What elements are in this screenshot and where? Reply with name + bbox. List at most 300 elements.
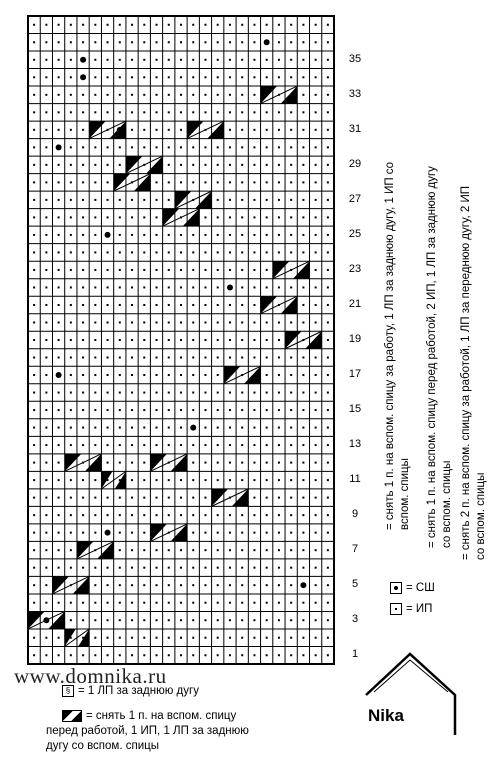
purl-dot [327,514,329,516]
purl-dot [131,199,133,201]
purl-dot [119,199,121,201]
purl-dot [241,584,243,586]
purl-dot [229,357,231,359]
purl-dot [266,532,268,534]
purl-dot [58,234,60,236]
purl-dot [143,444,145,446]
purl-dot [192,374,194,376]
purl-dot [327,392,329,394]
purl-dot [58,164,60,166]
purl-dot [94,234,96,236]
purl-dot [180,567,182,569]
purl-dot [204,497,206,499]
purl-dot [266,321,268,323]
cable-cross-dark [109,121,126,139]
legend-cross-bottom-1: = снять 1 п. на вспом. спицу [62,710,236,722]
purl-dot [302,181,304,183]
purl-dot [204,251,206,253]
purl-dot [33,286,35,288]
purl-dot [253,497,255,499]
purl-dot [82,479,84,481]
purl-dot [290,427,292,429]
purl-dot [290,181,292,183]
purl-dot [229,164,231,166]
purl-dot [327,637,329,639]
purl-dot [241,111,243,113]
purl-dot [241,321,243,323]
purl-dot [315,216,317,218]
purl-dot [217,549,219,551]
purl-dot [217,619,219,621]
purl-dot [315,357,317,359]
purl-dot [204,76,206,78]
purl-dot [143,374,145,376]
purl-dot [302,497,304,499]
purl-dot [58,59,60,61]
purl-dot [229,462,231,464]
purl-dot [241,444,243,446]
purl-dot [229,94,231,96]
purl-dot [168,514,170,516]
purl-dot [70,619,72,621]
purl-dot [45,357,47,359]
purl-dot [217,41,219,43]
purl-dot [315,549,317,551]
purl-dot [107,567,109,569]
legend-cross-1-line-b: вспом. спицы [399,458,411,530]
row-number: 21 [348,297,362,310]
purl-dot [143,357,145,359]
purl-dot [58,357,60,359]
cable-cross-dark [146,156,163,174]
purl-dot [253,339,255,341]
purl-dot [278,181,280,183]
purl-dot [82,216,84,218]
purl-dot [70,602,72,604]
purl-dot [327,444,329,446]
purl-dot [143,304,145,306]
purl-dot [302,234,304,236]
purl-dot [168,199,170,201]
purl-dot [204,567,206,569]
purl-dot [315,59,317,61]
purl-dot [241,216,243,218]
purl-dot [107,392,109,394]
purl-dot [217,251,219,253]
purl-dot [290,357,292,359]
purl-dot [143,619,145,621]
purl-dot [204,409,206,411]
purl-dot [94,269,96,271]
purl-dot [229,234,231,236]
brand-name: Nika [368,706,404,725]
purl-dot [143,409,145,411]
purl-dot [204,479,206,481]
purl-dot [119,462,121,464]
purl-dot [180,497,182,499]
purl-dot [70,321,72,323]
watermark: www.domnika.ru [14,664,167,688]
purl-dot [302,549,304,551]
purl-dot [278,532,280,534]
purl-dot [302,94,304,96]
purl-dot [278,76,280,78]
purl-dot [143,199,145,201]
purl-dot [241,392,243,394]
purl-dot [58,637,60,639]
purl-dot [70,479,72,481]
purl-dot [82,129,84,131]
purl-dot [45,234,47,236]
purl-dot [204,374,206,376]
purl-dot [94,567,96,569]
purl-dot [253,269,255,271]
row-number: 19 [348,333,362,345]
purl-dot [70,497,72,499]
purl-dot [253,392,255,394]
purl-dot [266,567,268,569]
cable-cross-dark [244,366,261,384]
purl-dot [45,497,47,499]
purl-dot [302,41,304,43]
purl-dot [94,164,96,166]
purl-dot [82,181,84,183]
cable-cross-dark [207,121,224,139]
purl-dot [33,374,35,376]
purl-dot [278,514,280,516]
purl-dot [58,497,60,499]
purl-dot [70,549,72,551]
purl-dot [229,321,231,323]
cable-cross-dark [285,331,302,349]
purl-dot [229,392,231,394]
purl-dot [217,409,219,411]
purl-dot [180,181,182,183]
ip-symbol-icon [390,603,402,615]
purl-dot [94,251,96,253]
legend-cross-bottom-2: перед работой, 1 ИП, 1 ЛП за заднюю [46,725,249,737]
purl-dot [266,111,268,113]
purl-dot [315,321,317,323]
purl-dot [168,584,170,586]
purl-dot [180,619,182,621]
purl-dot [94,444,96,446]
purl-dot [253,357,255,359]
purl-dot [192,549,194,551]
purl-dot [119,286,121,288]
purl-dot [58,269,60,271]
purl-dot [33,59,35,61]
purl-dot [315,602,317,604]
purl-dot [266,269,268,271]
purl-dot [302,304,304,306]
purl-dot [94,602,96,604]
row-number: 29 [348,157,362,170]
cable-cross-dark [150,524,167,542]
purl-dot [45,129,47,131]
purl-dot [168,479,170,481]
purl-dot [192,111,194,113]
purl-dot [204,532,206,534]
purl-dot [241,94,243,96]
purl-dot [82,392,84,394]
purl-dot [168,602,170,604]
purl-dot [315,584,317,586]
purl-dot [168,357,170,359]
cable-cross-dark [273,261,290,279]
purl-dot [156,374,158,376]
purl-dot [204,234,206,236]
purl-dot [290,41,292,43]
purl-dot [229,129,231,131]
purl-dot [315,637,317,639]
purl-dot [82,286,84,288]
legend-cross-3-line-b: со вспом. спицы [475,472,487,560]
purl-dot [229,216,231,218]
purl-dot [241,409,243,411]
purl-dot [70,94,72,96]
cable-cross-dark [65,629,76,647]
cable-cross-dark [281,296,298,314]
purl-dot [82,199,84,201]
row-number: 27 [348,192,362,205]
purl-dot [70,304,72,306]
purl-dot [58,304,60,306]
purl-dot [192,654,194,656]
purl-dot [204,269,206,271]
purl-dot [192,146,194,148]
purl-dot [94,409,96,411]
row-number: 3 [351,613,359,626]
purl-dot [327,584,329,586]
purl-dot [229,514,231,516]
row-number: 5 [351,578,359,591]
purl-dot [45,251,47,253]
purl-dot [253,146,255,148]
purl-dot [253,286,255,288]
purl-dot [315,111,317,113]
purl-dot [302,251,304,253]
purl-dot [82,269,84,271]
purl-dot [217,374,219,376]
purl-dot [315,94,317,96]
purl-dot [229,76,231,78]
purl-dot [229,251,231,253]
purl-dot [204,392,206,394]
purl-dot [204,94,206,96]
purl-dot [168,286,170,288]
purl-dot [131,304,133,306]
purl-dot [204,304,206,306]
purl-dot [229,41,231,43]
purl-dot [143,146,145,148]
purl-dot [278,111,280,113]
purl-dot [107,374,109,376]
purl-dot [253,129,255,131]
purl-dot [290,654,292,656]
purl-dot [45,304,47,306]
purl-dot [131,339,133,341]
cable-cross-dark [28,611,45,629]
purl-dot [58,111,60,113]
purl-dot [70,444,72,446]
purl-dot [45,146,47,148]
cable-cross-dark [134,174,151,192]
purl-dot [315,199,317,201]
purl-dot [302,427,304,429]
purl-dot [119,251,121,253]
purl-dot [33,304,35,306]
purl-dot [229,479,231,481]
purl-dot [290,286,292,288]
purl-dot [107,637,109,639]
purl-dot [266,216,268,218]
purl-dot [33,129,35,131]
purl-dot [253,164,255,166]
purl-dot [266,392,268,394]
purl-dot [119,654,121,656]
purl-dot [192,479,194,481]
purl-dot [229,111,231,113]
purl-dot [131,24,133,26]
purl-dot [82,357,84,359]
purl-dot [266,602,268,604]
purl-dot [131,76,133,78]
purl-dot [107,199,109,201]
purl-dot [143,479,145,481]
purl-dot [180,321,182,323]
purl-dot [266,146,268,148]
purl-dot [107,357,109,359]
purl-dot [168,181,170,183]
purl-dot [217,146,219,148]
purl-dot [302,392,304,394]
purl-dot [143,59,145,61]
purl-dot [253,251,255,253]
purl-dot [156,409,158,411]
purl-dot [45,602,47,604]
purl-dot [241,269,243,271]
purl-dot [180,584,182,586]
purl-dot [119,111,121,113]
purl-dot [192,234,194,236]
cs-symbol-icon [390,582,402,594]
purl-dot [119,339,121,341]
purl-dot [253,514,255,516]
purl-dot [278,444,280,446]
purl-dot [204,41,206,43]
purl-dot [33,497,35,499]
purl-dot [94,514,96,516]
purl-dot [143,602,145,604]
purl-dot [156,111,158,113]
purl-dot [94,286,96,288]
purl-dot [229,549,231,551]
purl-dot [33,654,35,656]
purl-dot [241,549,243,551]
purl-dot [204,146,206,148]
purl-dot [192,497,194,499]
purl-dot [168,392,170,394]
purl-dot [327,549,329,551]
purl-dot [131,321,133,323]
purl-dot [156,304,158,306]
purl-dot [192,392,194,394]
purl-dot [278,427,280,429]
purl-dot [82,111,84,113]
purl-dot [156,567,158,569]
purl-dot [253,532,255,534]
purl-dot [302,444,304,446]
purl-dot [290,444,292,446]
purl-dot [33,514,35,516]
purl-dot [290,619,292,621]
purl-dot [278,392,280,394]
purl-dot [192,409,194,411]
cable-cross-dark [150,454,167,472]
purl-dot [327,251,329,253]
purl-dot [131,479,133,481]
purl-dot [70,216,72,218]
row-number: 33 [348,87,362,100]
purl-dot [70,286,72,288]
purl-dot [327,619,329,621]
purl-dot [58,602,60,604]
large-dot [80,74,86,80]
purl-dot [327,199,329,201]
purl-dot [143,497,145,499]
purl-dot [131,269,133,271]
purl-dot [278,24,280,26]
purl-dot [180,111,182,113]
cable-cross-dark [65,454,82,472]
purl-dot [45,269,47,271]
purl-dot [119,76,121,78]
cable-cross-dark [261,296,278,314]
purl-dot [107,462,109,464]
purl-dot [315,234,317,236]
purl-dot [278,409,280,411]
purl-dot [229,584,231,586]
purl-dot [131,251,133,253]
purl-dot [192,584,194,586]
purl-dot [131,409,133,411]
purl-dot [94,427,96,429]
purl-dot [131,497,133,499]
purl-dot [315,41,317,43]
purl-dot [168,164,170,166]
purl-dot [217,269,219,271]
purl-dot [241,146,243,148]
purl-dot [204,164,206,166]
purl-dot [327,339,329,341]
purl-dot [302,567,304,569]
purl-dot [94,41,96,43]
purl-dot [107,41,109,43]
purl-dot [94,339,96,341]
purl-dot [156,24,158,26]
purl-dot [70,392,72,394]
purl-dot [302,409,304,411]
cable-cross-dark [175,191,192,209]
purl-dot [180,146,182,148]
purl-dot [290,374,292,376]
purl-dot [290,462,292,464]
purl-dot [45,654,47,656]
purl-dot [143,462,145,464]
purl-dot [107,444,109,446]
purl-dot [94,304,96,306]
